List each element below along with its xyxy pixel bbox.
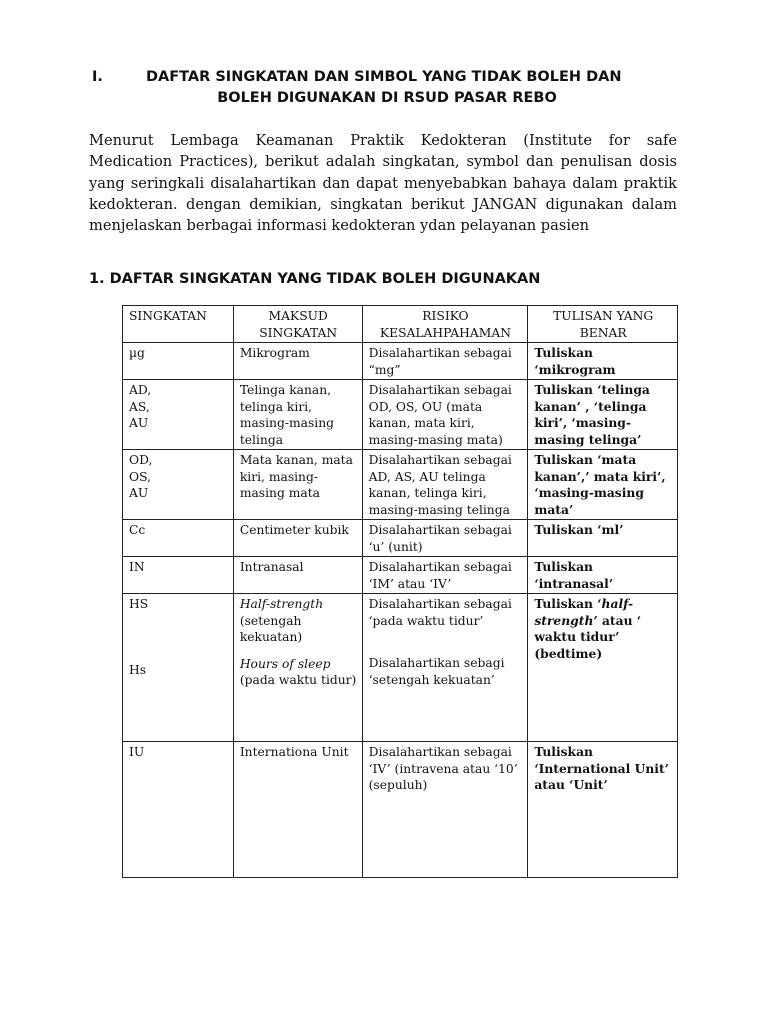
tulisan-suffix: atau ‘ waktu tidur’ (bedtime) — [534, 612, 642, 661]
cell-singkatan: Cc — [123, 520, 234, 557]
cell-risiko: Disalahartikan sebagai ‘IM’ atau ‘IV’ — [362, 557, 528, 594]
intro-paragraph: Menurut Lembaga Keamanan Praktik Kedokteran (Institute for safe Medication Practices), berikut adalah singkatan, symbol dan penulisan dosis yang seringkali disalahartikan dan dapat menyebabkan bahaya dalam praktik kedokteran. dengan demikian, singkatan berikut JANGAN digunakan dalam menjelaskan berbagai informasi kedokteran ydan pelayanan pasien — [89, 132, 677, 235]
singkatan-hs: HS — [129, 597, 149, 611]
table-row — [123, 594, 678, 742]
header-tulisan: TULISAN YANG BENAR — [528, 306, 678, 343]
table-row — [123, 520, 678, 557]
cell-maksud: Mata kanan, mata kiri, masing-masing mata — [233, 450, 362, 520]
maksud-half-strength-desc: (setengah kekuatan) — [239, 613, 303, 644]
section-number: I. — [92, 69, 103, 85]
singkatan-hs-lower: Hs — [129, 662, 147, 677]
header-risiko: RISIKO KESALAHPAHAMAN — [362, 306, 528, 343]
maksud-hours-of-sleep: Hours of sleep — [239, 656, 331, 671]
cell-singkatan — [123, 594, 234, 742]
cell-risiko: Disalahartikan sebagai “mg” — [362, 343, 528, 380]
cell-maksud: Intranasal — [233, 557, 362, 594]
table-row — [123, 380, 678, 450]
header-singkatan: SINGKATAN — [123, 306, 234, 343]
table-row — [123, 343, 678, 380]
risiko-hs: Disalahartikan sebagai ‘pada waktu tidur’ — [368, 597, 512, 628]
cell-maksud: Centimeter kubik — [233, 520, 362, 557]
header-maksud: MAKSUD SINGKATAN — [233, 306, 362, 343]
cell-risiko: Disalahartikan sebagai AD, AS, AU telinga kanan, telinga kiri, masing-masing telinga — [362, 450, 528, 520]
cell-singkatan: IU — [123, 742, 234, 878]
tulisan-prefix: Tuliskan ‘ — [534, 596, 602, 611]
cell-tulisan: Tuliskan ‘mikrogram — [528, 343, 678, 380]
maksud-hours-of-sleep-desc: (pada waktu tidur) — [239, 673, 357, 687]
cell-singkatan: IN — [123, 557, 234, 594]
tulisan-half-strength: half-strength’ — [534, 596, 634, 628]
cell-maksud: Telinga kanan, telinga kiri, masing-masing telinga — [233, 380, 362, 450]
cell-tulisan: Tuliskan ‘International Unit’ atau ‘Unit’ — [528, 742, 678, 878]
cell-tulisan: Tuliskan ‘intranasal’ — [528, 557, 678, 594]
cell-tulisan: Tuliskan ‘mata kanan’,’ mata kiri’, ‘masing-masing mata’ — [528, 450, 678, 520]
maksud-half-strength: Half-strength — [239, 597, 324, 611]
cell-risiko: Disalahartikan sebagai ‘IV’ (intravena atau ‘10’ (sepuluh) — [362, 742, 528, 878]
abbreviation-table — [122, 305, 678, 878]
table-row — [123, 557, 678, 594]
section-title-line2: BOLEH DIGUNAKAN DI RSUD PASAR REBO — [217, 90, 557, 106]
subsection-heading: 1. DAFTAR SINGKATAN YANG TIDAK BOLEH DIGUNAKAN — [89, 271, 541, 287]
section-title-line1: DAFTAR SINGKATAN DAN SIMBOL YANG TIDAK BOLEH DAN — [146, 69, 622, 85]
cell-tulisan: Tuliskan ‘ml’ — [528, 520, 678, 557]
risiko-hs-lower: Disalahartikan sebagi ‘setengah kekuatan’ — [368, 656, 505, 687]
cell-risiko: Disalahartikan sebagai ‘u’ (unit) — [362, 520, 528, 557]
cell-singkatan: µg — [123, 343, 234, 380]
cell-tulisan: Tuliskan ‘telinga kanan’ , ‘telinga kiri’, ‘masing-masing telinga’ — [528, 380, 678, 450]
cell-singkatan: AD, AS, AU — [123, 380, 234, 450]
cell-risiko: Disalahartikan sebagai OD, OS, OU (mata kanan, mata kiri, masing-masing mata) — [362, 380, 528, 450]
cell-risiko — [362, 594, 528, 742]
cell-maksud: Mikrogram — [233, 343, 362, 380]
cell-singkatan: OD, OS, AU — [123, 450, 234, 520]
table-row — [123, 450, 678, 520]
cell-tulisan — [528, 594, 678, 742]
table-header-row — [123, 306, 678, 343]
cell-maksud — [233, 594, 362, 742]
table-row — [123, 742, 678, 878]
cell-maksud: Internationa Unit — [233, 742, 362, 878]
